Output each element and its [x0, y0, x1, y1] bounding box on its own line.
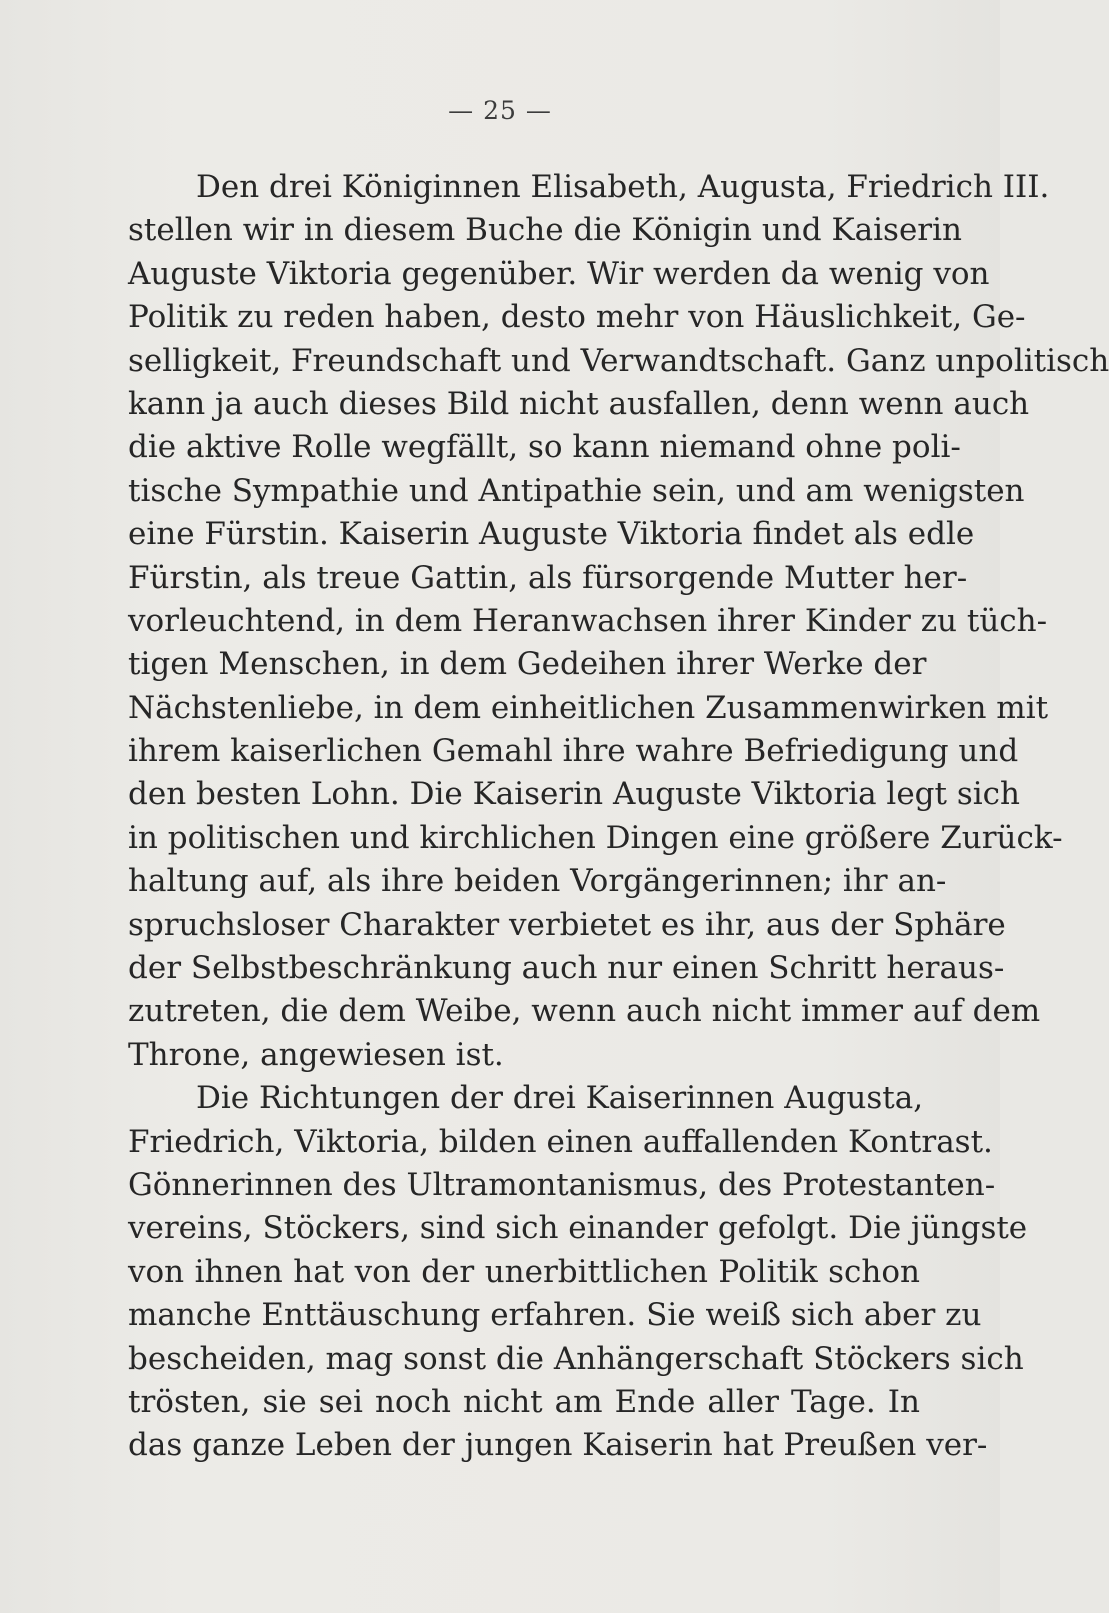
text-line: Friedrich, Viktoria, bilden einen auffallenden Kontrast. [128, 1123, 993, 1160]
text-line: stellen wir in diesem Buche die Königin und Kaiserin [128, 212, 962, 249]
page-number: — 25 — [448, 96, 552, 125]
text-line: zutreten, die dem Weibe, wenn auch nicht immer auf dem [128, 993, 1041, 1030]
text-line: bescheiden, mag sonst die Anhängerschaft Stöckers sich [128, 1340, 1024, 1377]
text-line: Fürstin, als treue Gattin, als fürsorgende Mutter her- [128, 559, 968, 596]
body-text [128, 166, 1109, 1468]
text-line: haltung auf, als ihre beiden Vorgängerinnen; ihr an- [128, 863, 947, 900]
text-line: das ganze Leben der jungen Kaiserin hat Preußen ver- [128, 1427, 988, 1464]
text-line: vereins, Stöckers, sind sich einander gefolgt. Die jüngste [128, 1210, 1028, 1247]
text-line: vorleuchtend, in dem Heranwachsen ihrer Kinder zu tüch- [128, 602, 1048, 639]
text-line: manche Enttäuschung erfahren. Sie weiß sich aber zu [128, 1297, 982, 1334]
text-line: ihrem kaiserlichen Gemahl ihre wahre Befriedigung und [128, 733, 1019, 770]
text-line: Throne, angewiesen ist. [128, 1036, 504, 1073]
text-line: selligkeit, Freundschaft und Verwandtschaft. Ganz unpolitisch [128, 342, 1109, 379]
text-line: in politischen und kirchlichen Dingen eine größere Zurück- [128, 819, 1063, 856]
text-line: spruchsloser Charakter verbietet es ihr, aus der Sphäre [128, 906, 1006, 943]
text-line: tische Sympathie und Antipathie sein, und am wenigsten [128, 472, 1025, 509]
text-line: Den drei Königinnen Elisabeth, Augusta, Friedrich III. [196, 169, 1050, 205]
text-line: die aktive Rolle wegfällt, so kann niemand ohne poli- [128, 429, 961, 466]
text-line: tigen Menschen, in dem Gedeihen ihrer Werke der [128, 646, 927, 683]
text-line: der Selbstbeschränkung auch nur einen Schritt heraus- [128, 950, 1005, 987]
text-line: Nächstenliebe, in dem einheitlichen Zusammenwirken mit [128, 689, 1049, 726]
text-line: von ihnen hat von der unerbittlichen Politik schon [128, 1253, 920, 1290]
text-line: Politik zu reden haben, desto mehr von Häuslichkeit, Ge- [128, 299, 1026, 336]
text-line: Die Richtungen der drei Kaiserinnen Augusta, [196, 1080, 924, 1117]
text-line: trösten, sie sei noch nicht am Ende aller Tage. In [128, 1383, 920, 1420]
text-line: eine Fürstin. Kaiserin Auguste Viktoria findet als edle [128, 516, 975, 553]
text-line: kann ja auch dieses Bild nicht ausfallen, denn wenn auch [128, 385, 1030, 422]
text-line: Auguste Viktoria gegenüber. Wir werden da wenig von [128, 255, 990, 292]
text-line: Gönnerinnen des Ultramontanismus, des Protestanten- [128, 1166, 996, 1203]
text-line: den besten Lohn. Die Kaiserin Auguste Viktoria legt sich [128, 776, 1020, 813]
